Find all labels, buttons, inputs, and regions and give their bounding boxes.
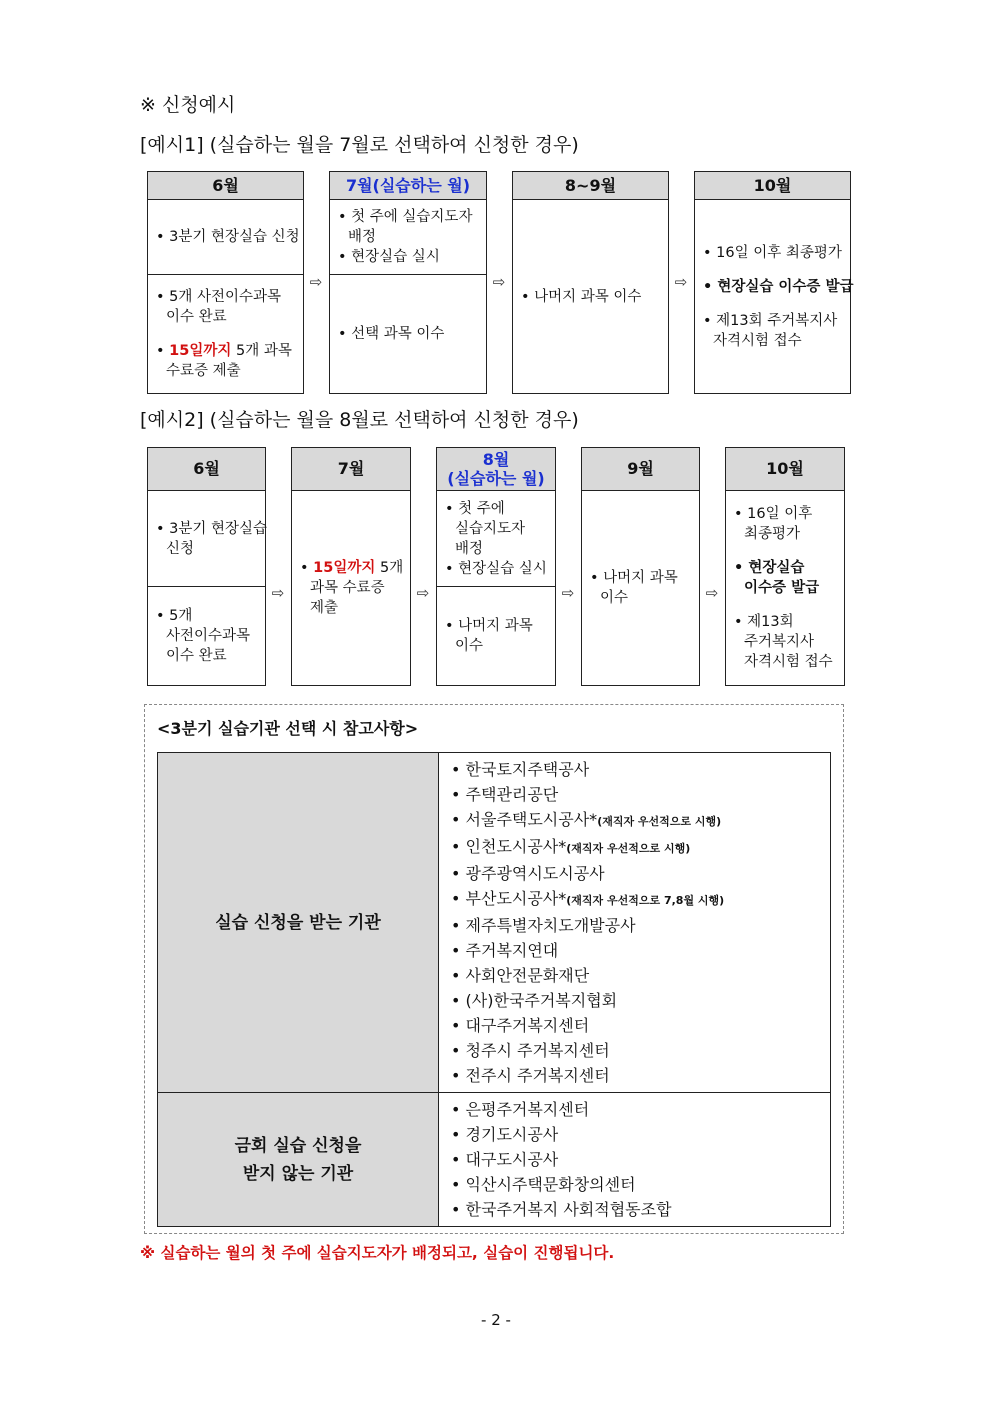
- list-item: • 서울주택도시공사*(재직자 우선적으로 시행): [451, 810, 722, 829]
- ex1-col-june-header: 6월: [148, 172, 303, 200]
- list-item: • 대구도시공사: [451, 1150, 559, 1169]
- not-accepting-label: 금회 실습 신청을 받지 않는 기관: [158, 1093, 439, 1227]
- ex2-col-oct-header: 10월: [726, 448, 844, 491]
- list-item: • 은평주거복지센터: [451, 1100, 590, 1119]
- list-item: • 전주시 주거복지센터: [451, 1066, 610, 1085]
- list-item: • 경기도시공사: [451, 1125, 559, 1144]
- list-item: • 청주시 주거복지센터: [451, 1041, 610, 1060]
- ex2-col-aug-header: 8월 (실습하는 월): [437, 448, 555, 491]
- accepting-label: 실습 신청을 받는 기관: [158, 753, 439, 1093]
- arrow-icon: ⇨: [705, 584, 719, 602]
- ex2-col-sep: 9월 • 나머지 과목 이수: [581, 447, 700, 686]
- ex1-col-july-header: 7월(실습하는 월): [330, 172, 486, 200]
- list-item: • 익산시주택문화창의센터: [451, 1175, 636, 1194]
- arrow-icon: ⇨: [492, 273, 506, 291]
- list-item: • 주택관리공단: [451, 785, 559, 804]
- list-item: • 한국주거복지 사회적협동조합: [451, 1200, 672, 1219]
- ex1-col-oct-header: 10월: [695, 172, 850, 200]
- accepting-list: [439, 753, 831, 1093]
- not-accepting-list: [439, 1093, 831, 1227]
- ex2-col-july: 7월 • 15일까지 5개 과목 수료증 제출: [291, 447, 411, 686]
- list-item: • 대구주거복지센터: [451, 1016, 590, 1035]
- ex1-col-june: 6월 • 3분기 현장실습 신청 • 5개 사전이수과목 이수 완료 • 15일까지 5개 과목 수료증 제출: [147, 171, 304, 394]
- page-number: - 2 -: [481, 1311, 511, 1329]
- example2-title: [예시2] (실습하는 월을 8월로 선택하여 신청한 경우): [140, 409, 579, 431]
- list-item: • 부산도시공사*(재직자 우선적으로 7,8월 시행): [451, 889, 725, 908]
- list-item: • 사회안전문화재단: [451, 966, 590, 985]
- ex2-col-aug: 8월 (실습하는 월) • 첫 주에 실습지도자 배정 • 현장실습 실시 • 나머지 과목 이수: [436, 447, 556, 686]
- ex1-col-oct: 10월 • 16일 이후 최종평가 • 현장실습 이수증 발급 • 제13회 주거복지사 자격시험 접수: [694, 171, 851, 394]
- ex2-col-june: 6월 • 3분기 현장실습 신청 • 5개 사전이수과목 이수 완료: [147, 447, 266, 686]
- reference-title: <3분기 실습기관 선택 시 참고사항>: [157, 719, 419, 738]
- arrow-icon: ⇨: [674, 273, 688, 291]
- ex1-col-aug-sep: 8~9월 • 나머지 과목 이수: [512, 171, 669, 394]
- list-item: • 한국토지주택공사: [451, 760, 590, 779]
- ex2-col-june-header: 6월: [148, 448, 265, 491]
- section-heading: ※ 신청예시: [140, 94, 236, 116]
- arrow-icon: ⇨: [271, 584, 285, 602]
- list-item: • (사)한국주거복지협회: [451, 991, 618, 1010]
- ex2-col-sep-header: 9월: [582, 448, 699, 491]
- list-item: • 제주특별자치도개발공사: [451, 916, 636, 935]
- footnote: ※ 실습하는 월의 첫 주에 실습지도자가 배정되고, 실습이 진행됩니다.: [140, 1244, 615, 1262]
- ex2-col-oct: 10월 • 16일 이후 최종평가 • 현장실습 이수증 발급 • 제13회 주거복지사 자격시험 접수: [725, 447, 845, 686]
- example1-title: [예시1] (실습하는 월을 7월로 선택하여 신청한 경우): [140, 134, 579, 156]
- ex1-col-july: 7월(실습하는 월) • 첫 주에 실습지도자 배정 • 현장실습 실시 • 선택 과목 이수: [329, 171, 487, 394]
- ex2-col-july-header: 7월: [292, 448, 410, 491]
- reference-table: [157, 752, 831, 1227]
- arrow-icon: ⇨: [309, 273, 323, 291]
- list-item: • 주거복지연대: [451, 941, 559, 960]
- ex1-col-aug-sep-header: 8~9월: [513, 172, 668, 200]
- arrow-icon: ⇨: [561, 584, 575, 602]
- list-item: • 인천도시공사*(재직자 우선적으로 시행): [451, 837, 691, 856]
- list-item: • 광주광역시도시공사: [451, 864, 605, 883]
- arrow-icon: ⇨: [416, 584, 430, 602]
